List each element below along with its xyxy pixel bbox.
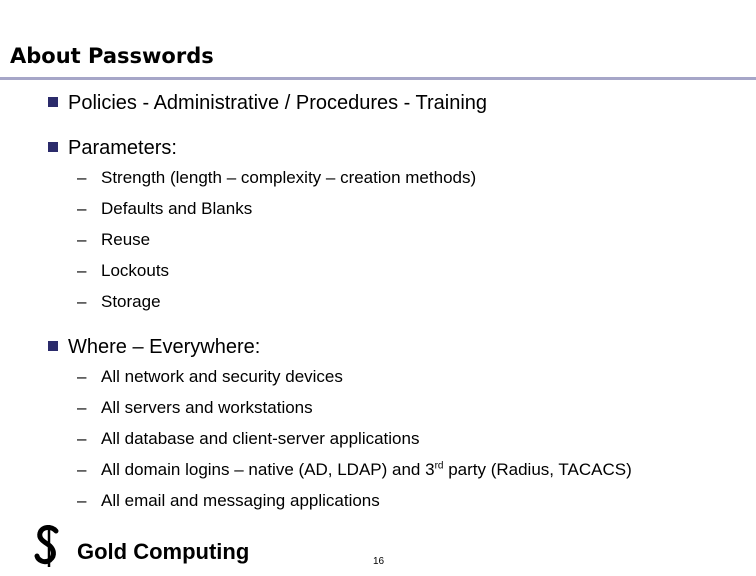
dash-marker: – [77,292,87,311]
square-bullet-icon [48,142,58,152]
sub-item [77,460,632,480]
page-number: 16 [373,556,385,567]
bullet-text: Parameters: [68,137,177,159]
sub-item [77,398,313,418]
dash-marker: – [77,230,87,249]
sub-item-text: All network and security devices [101,367,343,386]
square-bullet-icon [48,341,58,351]
gold-computing-logo-icon [33,524,65,568]
dash-marker: – [77,491,87,510]
sub-item [77,292,161,312]
dash-marker: – [77,398,87,417]
sub-item [77,261,169,281]
sub-item [77,367,343,387]
superscript: rd [434,460,444,472]
dash-marker: – [77,367,87,386]
square-bullet-icon [48,97,58,107]
sub-item [77,168,476,188]
sub-item [77,491,380,511]
dash-marker: – [77,168,87,187]
sub-item-text: All database and client-server applications [101,429,420,448]
sub-item-text-tail: party (Radius, TACACS) [443,460,632,479]
dash-marker: – [77,429,87,448]
sub-item-text: Strength (length – complexity – creation methods) [101,168,477,187]
sub-item [77,429,419,449]
sub-item [77,230,150,250]
brand-name: Gold Computing [77,539,250,564]
title-underline [0,77,756,80]
dash-marker: – [77,199,87,218]
sub-item-text: Storage [101,292,161,311]
sub-item-text: All servers and workstations [101,398,313,417]
slide-title: About Passwords [10,44,214,68]
sub-item-text: All email and messaging applications [101,491,380,510]
bullet-parameters [48,137,177,160]
bullet-text: Where – Everywhere: [68,336,261,358]
bullet-text: Policies - Administrative / Procedures - Training [68,92,488,114]
sub-item-text: Reuse [101,230,151,249]
sub-item-text: All domain logins – native (AD, LDAP) and 3 [101,460,435,479]
bullet-policies [48,92,487,115]
dash-marker: – [77,460,87,479]
sub-item [77,199,252,219]
dash-marker: – [77,261,87,280]
bullet-where [48,336,260,359]
sub-item-text: Lockouts [101,261,170,280]
sub-item-text: Defaults and Blanks [101,199,253,218]
